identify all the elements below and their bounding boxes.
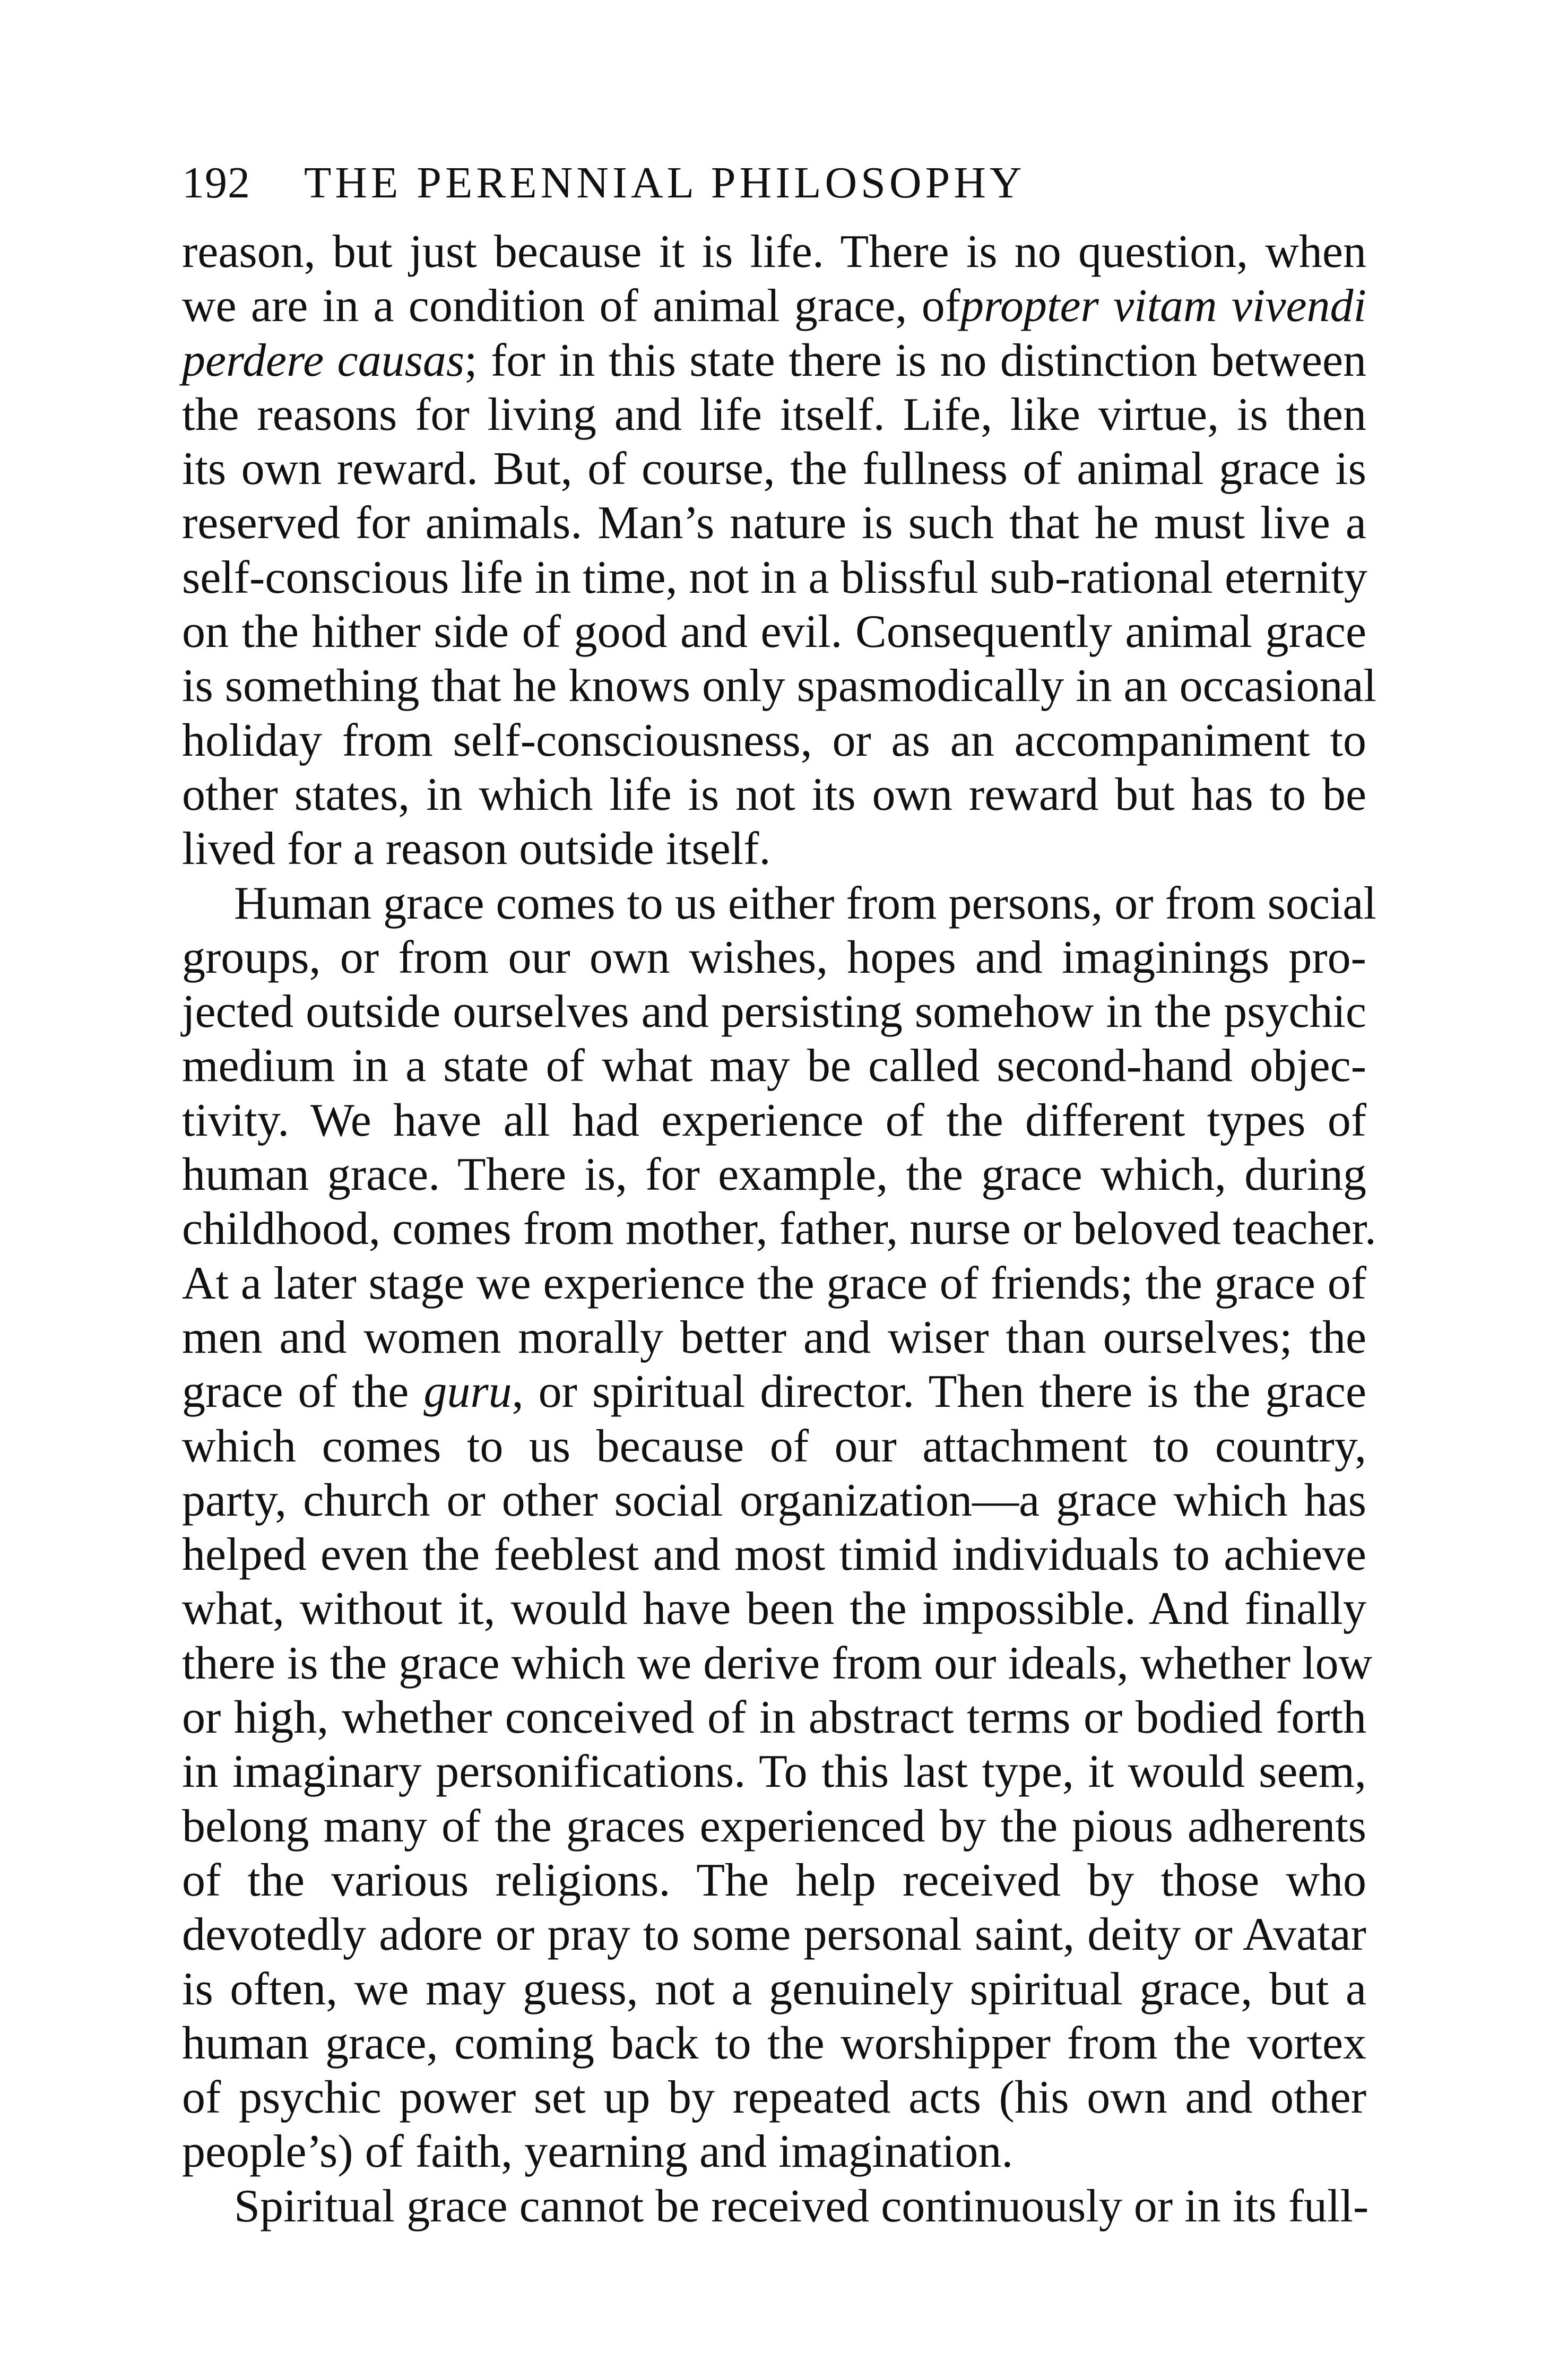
- text-line: holiday from self-consciousness, or as an accompaniment to: [182, 714, 1366, 766]
- paragraph-end-line: people’s) of faith, yearning and imagination.: [182, 2126, 1013, 2178]
- text-line: on the hither side of good and evil. Consequently animal grace: [182, 606, 1366, 658]
- text-line: At a later stage we experience the grace of friends; the grace of: [182, 1257, 1366, 1309]
- text-line: [182, 1365, 1366, 1419]
- text-line: men and women morally better and wiser than ourselves; the: [182, 1311, 1366, 1363]
- guru-term: guru: [423, 1366, 512, 1418]
- latin-phrase: propter vitam vivendi: [960, 280, 1366, 332]
- paragraph-start-line: Spiritual grace cannot be received continuously or in its full-: [234, 2180, 1369, 2232]
- text-line: there is the grace which we derive from our ideals, whether low: [182, 1637, 1373, 1689]
- text-segment: ; for in this state there is no distinction between: [464, 334, 1367, 386]
- text-line: the reasons for living and life itself. Life, like virtue, is then: [182, 388, 1366, 440]
- book-title: THE PERENNIAL PHILOSOPHY: [304, 158, 1026, 207]
- text-line: devotedly adore or pray to some personal saint, deity or Avatar: [182, 1909, 1366, 1961]
- running-head: [182, 154, 1402, 212]
- text-line: is often, we may guess, not a genuinely spiritual grace, but a: [182, 1963, 1366, 2015]
- text-segment: we are in a condition of animal grace, of: [182, 280, 961, 332]
- paragraph-start-line: Human grace comes to us either from persons, or from social: [234, 877, 1376, 929]
- text-segment: grace of the: [182, 1366, 409, 1418]
- text-line: or high, whether conceived of in abstract terms or bodied forth: [182, 1692, 1366, 1744]
- text-line: childhood, comes from mother, father, nurse or beloved teacher.: [182, 1203, 1376, 1255]
- text-line: party, church or other social organization—a grace which has: [182, 1474, 1366, 1526]
- text-line: of the various religions. The help received by those who: [182, 1854, 1366, 1906]
- text-line: its own reward. But, of course, the fullness of animal grace is: [182, 443, 1366, 495]
- text-line: belong many of the graces experienced by the pious adherents: [182, 1800, 1366, 1852]
- text-line: jected outside ourselves and persisting somehow in the psychic: [182, 986, 1366, 1038]
- page-number: 192: [182, 158, 250, 207]
- text-line: human grace. There is, for example, the grace which, during: [182, 1149, 1366, 1201]
- text-line: [182, 279, 1366, 333]
- text-line: self-conscious life in time, not in a blissful sub-rational eternity: [182, 551, 1367, 603]
- text-line: human grace, coming back to the worshipper from the vortex: [182, 2017, 1366, 2069]
- paragraph-end-line: lived for a reason outside itself.: [182, 823, 771, 875]
- latin-phrase: perdere causas: [182, 334, 465, 386]
- text-line: reason, but just because it is life. There is no question, when: [182, 226, 1366, 278]
- text-line: medium in a state of what may be called second-hand objec-: [182, 1040, 1366, 1092]
- text-segment: , or spiritual director. Then there is the grace: [512, 1366, 1367, 1418]
- text-line: in imaginary personifications. To this last type, it would seem,: [182, 1746, 1366, 1798]
- text-line: [182, 334, 1366, 388]
- text-line: which comes to us because of our attachment to country,: [182, 1420, 1366, 1472]
- text-line: of psychic power set up by repeated acts (his own and other: [182, 2072, 1366, 2124]
- body-text: [182, 225, 1376, 2234]
- text-line: tivity. We have all had experience of the different types of: [182, 1094, 1366, 1146]
- text-line: reserved for animals. Man’s nature is such that he must live a: [182, 497, 1366, 549]
- text-line: what, without it, would have been the impossible. And finally: [182, 1583, 1366, 1635]
- text-line: other states, in which life is not its own reward but has to be: [182, 768, 1366, 820]
- text-line: groups, or from our own wishes, hopes and imaginings pro-: [182, 931, 1366, 983]
- text-line: is something that he knows only spasmodically in an occasional: [182, 660, 1376, 712]
- text-line: helped even the feeblest and most timid individuals to achieve: [182, 1529, 1366, 1581]
